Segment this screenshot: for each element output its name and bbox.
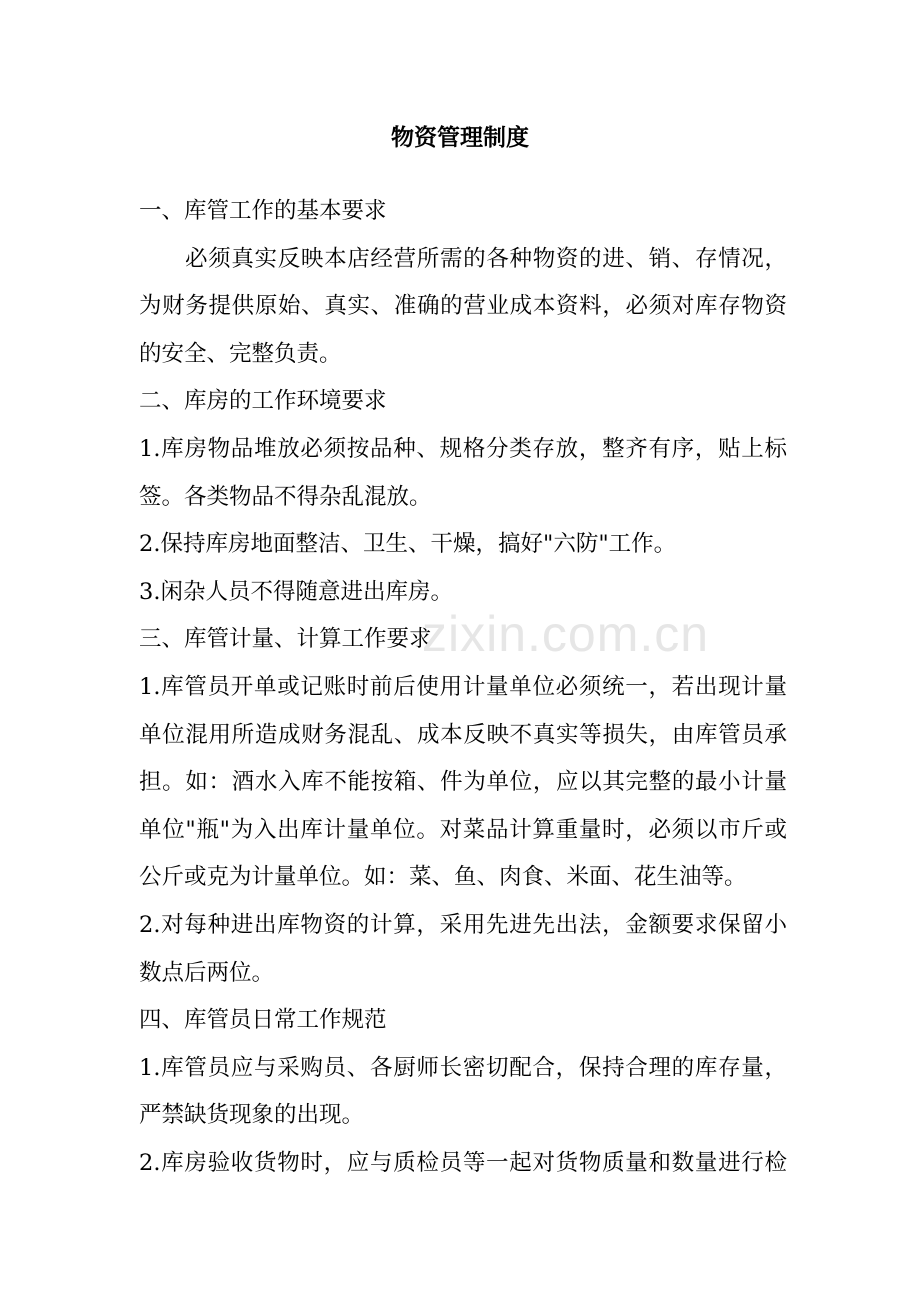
section-heading: 四、库管员日常工作规范 — [139, 1007, 387, 1034]
document-title: 物资管理制度 — [391, 125, 529, 151]
paragraph-line: 担。如：酒水入库不能按箱、件为单位，应以其完整的最小计量 — [139, 769, 787, 796]
paragraph-line: 单位"瓶"为入出库计量单位。对菜品计算重量时，必须以市斤或 — [139, 816, 787, 843]
paragraph-line: 签。各类物品不得杂乱混放。 — [139, 483, 432, 510]
paragraph-line: 1.库管员应与采购员、各厨师长密切配合，保持合理的库存量， — [139, 1054, 787, 1081]
paragraph-line: 1.库房物品堆放必须按品种、规格分类存放，整齐有序，贴上标 — [139, 435, 787, 462]
paragraph-line: 2.对每种进出库物资的计算，采用先进先出法，金额要求保留小 — [139, 911, 787, 938]
paragraph-line: 公斤或克为计量单位。如：菜、鱼、肉食、米面、花生油等。 — [139, 864, 747, 891]
paragraph-line: 1.库管员开单或记账时前后使用计量单位必须统一，若出现计量 — [139, 673, 787, 700]
paragraph-line: 2.保持库房地面整洁、卫生、干燥，搞好"六防"工作。 — [139, 531, 677, 558]
document-body — [139, 188, 787, 1187]
paragraph-line: 严禁缺货现象的出现。 — [139, 1102, 365, 1129]
watermark: zixin.com.cn — [422, 606, 710, 662]
section-heading: 三、库管计量、计算工作要求 — [139, 626, 432, 653]
paragraph-line: 为财务提供原始、真实、准确的营业成本资料，必须对库存物资 — [139, 293, 787, 320]
paragraph-line: 2.库房验收货物时，应与质检员等一起对货物质量和数量进行检 — [139, 1149, 787, 1176]
paragraph-line: 3.闲杂人员不得随意进出库房。 — [139, 578, 453, 605]
paragraph-line: 的安全、完整负责。 — [139, 340, 342, 367]
section-heading: 一、库管工作的基本要求 — [139, 198, 387, 224]
paragraph-line: 必须真实反映本店经营所需的各种物资的进、销、存情况， — [185, 245, 787, 272]
section-heading: 二、库房的工作环境要求 — [139, 388, 387, 415]
paragraph-line: 数点后两位。 — [139, 959, 275, 986]
paragraph-line: 单位混用所造成财务混乱、成本反映不真实等损失，由库管员承 — [139, 721, 787, 748]
